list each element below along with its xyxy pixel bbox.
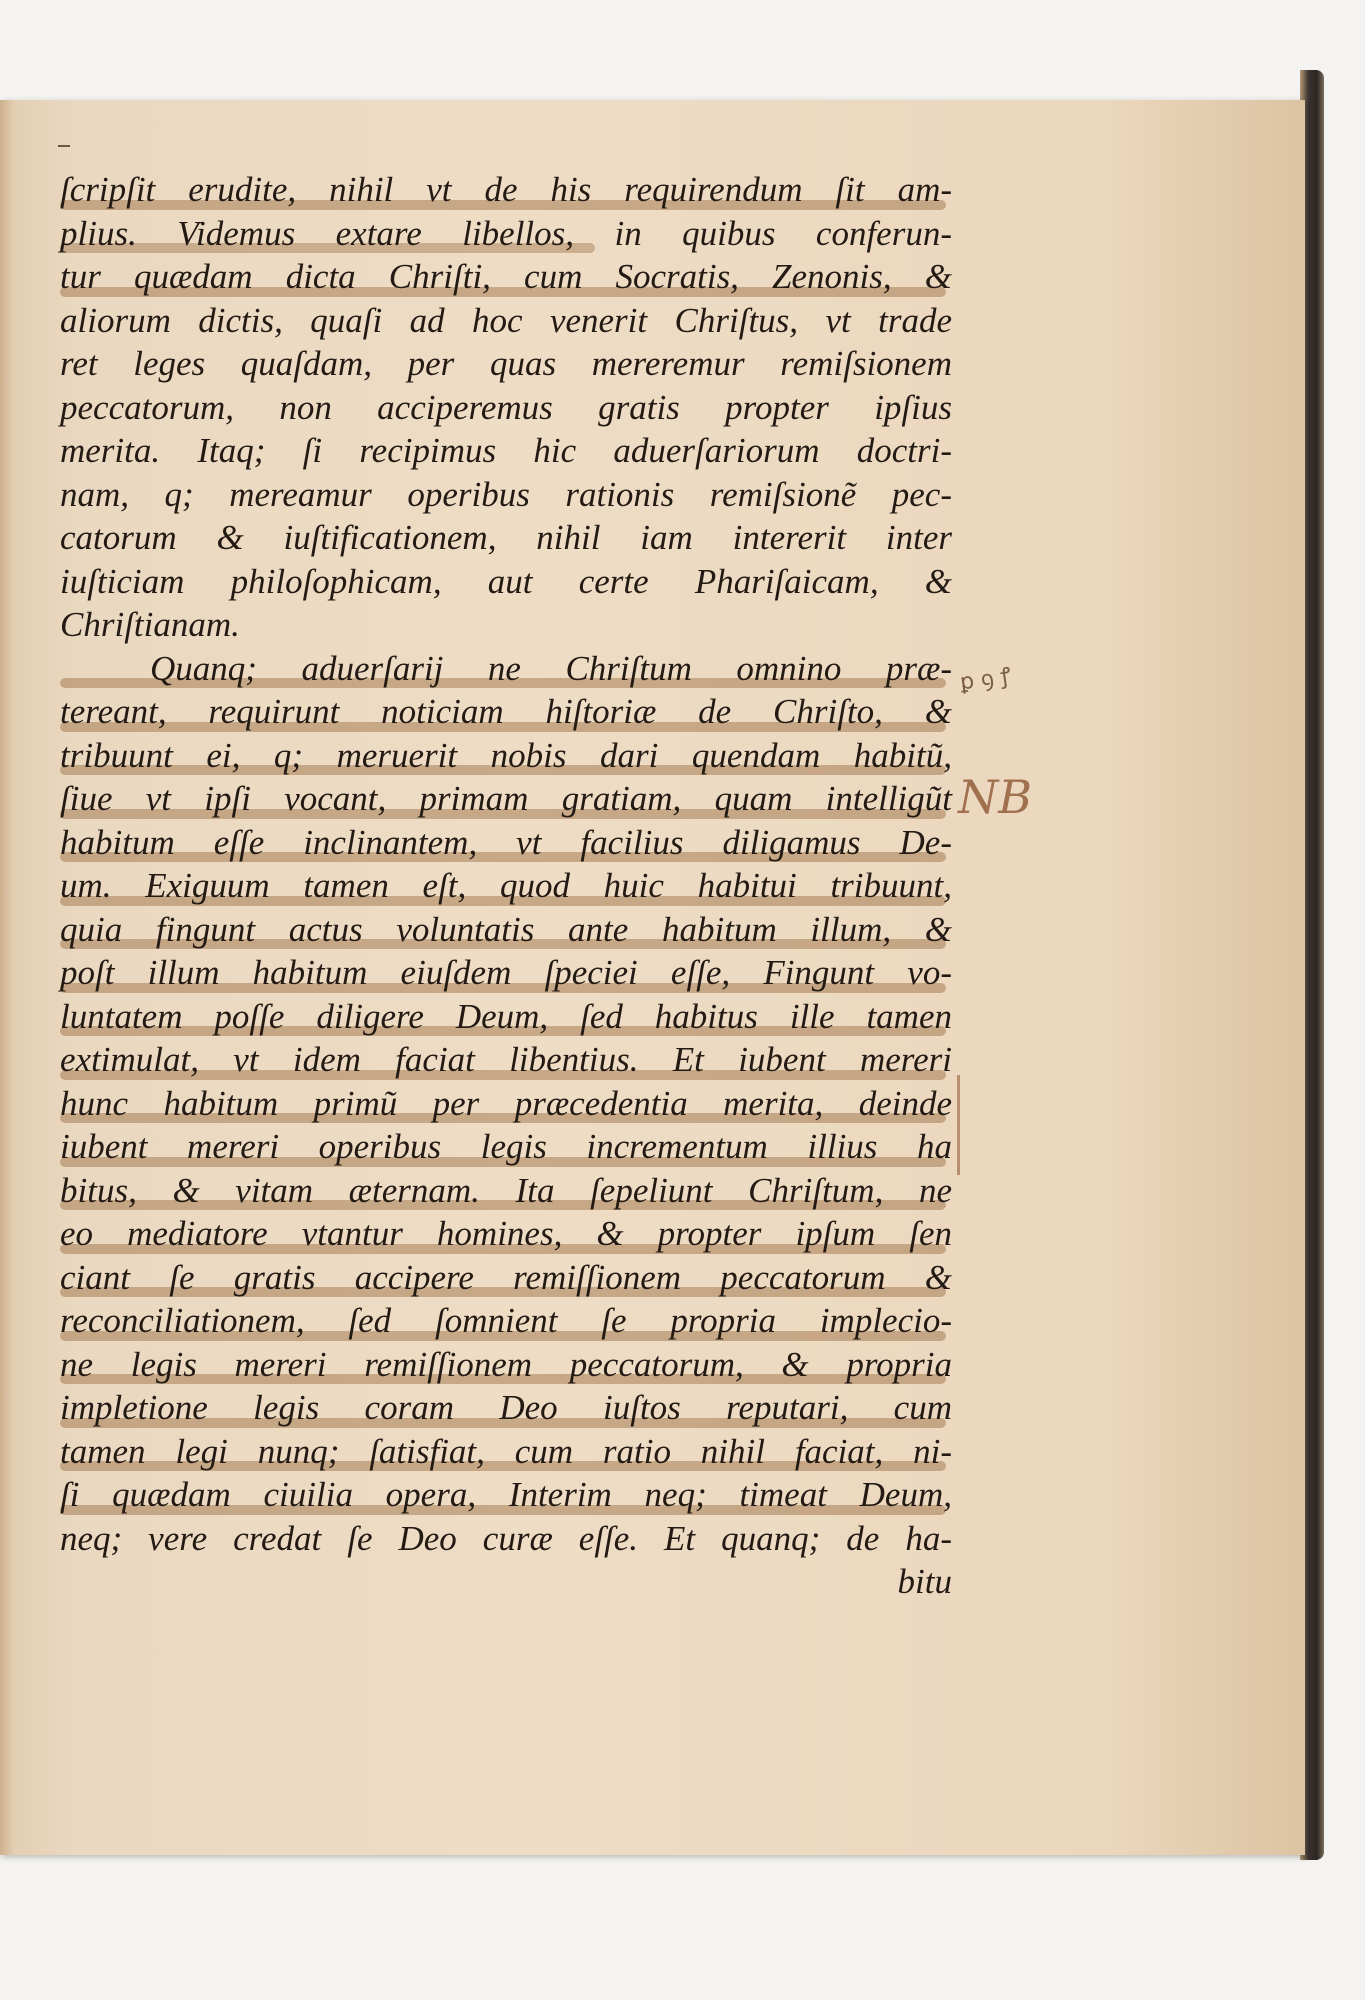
text-line: bitus, & vitam æternam. Ita ſepeliunt Chriſtum, ne [60, 1169, 952, 1213]
page-text [60, 168, 952, 1604]
text-line: extimulat, vt idem faciat libentius. Et iubent mereri [60, 1038, 952, 1082]
text-line: plius. Videmus extare libellos, in quibus conferun- [60, 212, 952, 256]
page-mark [58, 145, 70, 147]
marginal-nota-bene: NB [958, 770, 1033, 824]
text-line: tur quædam dicta Chriſti, cum Socratis, Zenonis, & [60, 255, 952, 299]
text-line: tereant, requirunt noticiam hiſtoriæ de Chriſto, & [60, 690, 952, 734]
text-line: um. Exiguum tamen eſt, quod huic habitui tribuunt, [60, 864, 952, 908]
text-line: ne legis mereri remiſſionem peccatorum, & propria [60, 1343, 952, 1387]
marginal-bracket [957, 1075, 960, 1175]
text-line: poſt illum habitum eiuſdem ſpeciei eſſe, Fingunt vo- [60, 951, 952, 995]
text-line: catorum & iuſtificationem, nihil iam intererit inter [60, 518, 952, 557]
text-line: iuſticiam philoſophicam, aut certe Phariſaicam, & [60, 561, 952, 601]
text-line: reconciliationem, ſed ſomnient ſe propria implecio- [60, 1299, 952, 1343]
text-line: ſiue vt ipſi vocant, primam gratiam, quam intelligũt [60, 777, 952, 821]
text-line: ſcripſit erudite, nihil vt de his requirendum ſit am- [60, 168, 952, 212]
text-line: quia fingunt actus voluntatis ante habitum illum, & [60, 908, 952, 952]
text-line: habitum eſſe inclinantem, vt facilius diligamus De- [60, 821, 952, 865]
text-line: tamen legi nunq; ſatisfiat, cum ratio nihil faciat, ni- [60, 1430, 952, 1474]
catchword: bitu [897, 1562, 952, 1601]
text-line: hunc habitum primũ per præcedentia merita, deinde [60, 1082, 952, 1126]
text-line: luntatem poſſe diligere Deum, ſed habitus ille tamen [60, 995, 952, 1039]
text-line: ſi quædam ciuilia opera, Interim neq; timeat Deum, [60, 1473, 952, 1517]
text-line: peccatorum, non acciperemus gratis propter ipſius [60, 387, 952, 427]
text-line: Quanq; aduerſarij ne Chriſtum omnino præ- [60, 647, 952, 691]
text-line: neq; vere credat ſe Deo curæ eſſe. Et quanq; de ha- [60, 1518, 952, 1558]
text-line: ret leges quaſdam, per quas mereremur remiſsionem [60, 344, 952, 383]
text-line: nam, q; mereamur operibus rationis remiſsionẽ pec- [60, 474, 952, 514]
text-line: merita. Itaq; ſi recipimus hic aduerſariorum doctri- [60, 431, 952, 470]
text-line: iubent mereri operibus legis incrementum illius ha [60, 1125, 952, 1169]
text-line: aliorum dictis, quaſi ad hoc venerit Chriſtus, vt trade [60, 300, 952, 340]
text-line: Chriſtianam. [60, 605, 240, 644]
text-line: impletione legis coram Deo iuſtos reputari, cum [60, 1386, 952, 1430]
text-line: eo mediatore vtantur homines, & propter ipſum ſen [60, 1212, 952, 1256]
text-line: tribuunt ei, q; meruerit nobis dari quendam habitũ, [60, 734, 952, 778]
marginal-scribble: ꝑ ꝯ ꝭ [958, 663, 1013, 696]
text-line: ciant ſe gratis accipere remiſſionem peccatorum & [60, 1256, 952, 1300]
